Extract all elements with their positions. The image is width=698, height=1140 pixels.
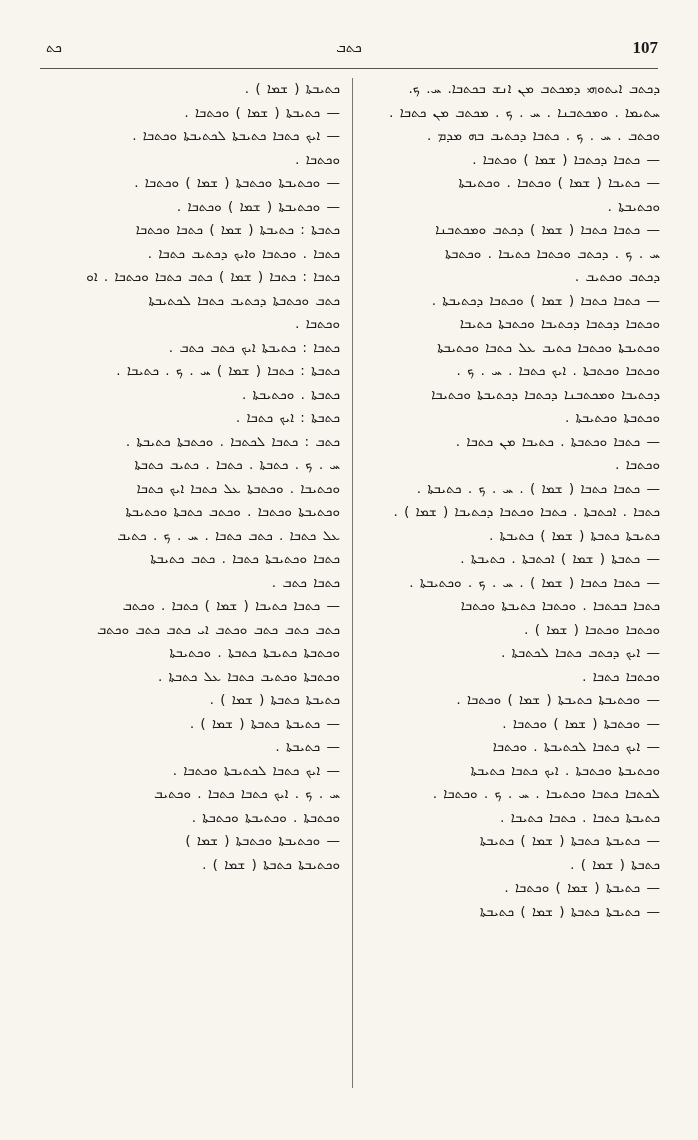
dictionary-line: ܟܬܒܬܐ : ܟܬܝܒܬܐ ( ܫܡܐ ) ܟܬܒܐ ܘܟܬܒܐ — [135, 222, 340, 238]
dictionary-line: ܕܟܬܝܒܐ ܘܡܟܬܒܢܐ ܕܟܬܒܐ ܕܟܬܝܒܬܐ ܘܟܬܝܒܐ — [431, 386, 660, 403]
dictionary-line: — ܟܬܝܒܬܐ ܟܬܒܬܐ ( ܫܡܐ ) ܟܬܝܒܬܐ — [479, 903, 660, 920]
dictionary-line: — ܟܬܒܐ ܟܬܒܐ ( ܫܡܐ ) . ܚ . ܟ . ܘܟܬܝܒܬܐ . — [409, 574, 660, 591]
dictionary-line: ܟܬܝܒܬܐ ܟܬܒܬܐ ( ܫܡܐ ) . — [209, 692, 340, 708]
dictionary-line: — ܟܬܝܒܬܐ ܟܬܒܬܐ ( ܫܡܐ ) . — [189, 715, 340, 732]
dictionary-line: — ܟܬܒܐ ܟܬܒܐ ( ܫܡܐ ) ܕܟܬܒ ܘܡܟܬܒܢܐ — [435, 222, 660, 238]
dictionary-line: ܠܟܬܒܐ ܟܬܒܐ ܘܟܬܝܒܐ . ܚ . ܟ . ܘܟܬܒܐ . — [432, 786, 660, 802]
dictionary-line: ܘܟܬܝܒܐ . ܘܟܬܒܬܐ ܥܠ ܟܬܒܐ ܐܝܟ ܟܬܒܐ — [136, 480, 340, 497]
dictionary-line: ܘܟܬܝܒܬܐ ܟܬܒܬܐ ( ܫܡܐ ) . — [202, 856, 340, 873]
dictionary-line: ܘܟܬܝܒܬܐ ܘܟܬܒܐ ܟܬܝܒ ܥܠ ܟܬܒܐ ܘܟܬܝܒܬܐ — [437, 339, 660, 356]
dictionary-line: ܟܬܒܐ . ܐܟܬܒܬܐ . ܟܬܒܐ ܘܟܬܒܐ ܕܟܬܝܒܐ ( ܫܡܐ ) . — [393, 504, 660, 520]
dictionary-line: ܟܬܒܐ ܘܟܬܝܒܬܐ ܟܬܒܐ . ܟܬܒ ܟܬܝܒܬܐ — [150, 551, 340, 567]
dictionary-line: ܘܟܬܒܐ ܟܬܒܐ . — [582, 668, 660, 685]
dictionary-line: — ܘܟܬܝܒܬܐ ܘܟܬܒܬܐ ( ܫܡܐ ) — [185, 833, 340, 849]
dictionary-line: — ܟܬܒܐ ܟܬܒܐ ( ܫܡܐ ) ܘܟܬܒܐ ܕܟܬܝܒܬܐ . — [431, 292, 660, 309]
dictionary-line: — ܐܝܟ ܟܬܒܐ ܟܬܝܒܬܐ ܠܟܬܝܒܬܐ ܘܟܬܒܐ . — [132, 128, 340, 144]
dictionary-line: ܥܠ ܟܬܒܐ . ܟܬܒ ܟܬܒܐ . ܚ . ܟ . ܟܬܝܒ — [117, 527, 340, 544]
dictionary-line: ܘܟܬܒܬܐ ܟܬܝܒܬܐ ܟܬܒܬܐ . ܘܟܬܝܒܬܐ — [169, 645, 340, 661]
dictionary-line: — ܟܬܝܒܬܐ ( ܫܡܐ ) ܘܟܬܒܐ . — [184, 104, 340, 121]
dictionary-line: — ܟܬܝܒܬܐ ܟܬܒܬܐ ( ܫܡܐ ) ܟܬܝܒܬܐ — [479, 833, 660, 849]
dictionary-line: ܘܟܬܒ . ܚ . ܟ . ܟܬܒܐ ܕܟܬܝܒ ܒܗ ܡܕܡ . — [426, 128, 660, 144]
dictionary-line: — ܟܬܒܐ ܟܬܝܒܐ ( ܫܡܐ ) ܟܬܒܐ . ܘܟܬܒ — [122, 598, 340, 614]
dictionary-line: ܘܟܬܒܐ . — [295, 151, 340, 168]
dictionary-line: ܟܬܒܐ : ܟܬܒܐ ( ܫܡܐ ) ܟܬܒ ܟܬܒܐ ܘܟܬܒܐ . ܐܘ — [86, 269, 340, 285]
dictionary-line: ܟܬܒܬܐ : ܐܝܟ ܟܬܒܐ . — [235, 410, 340, 426]
dictionary-line: ܘܟܬܒܐ . — [295, 316, 340, 332]
dictionary-line: ܟܬܒ ܘܟܬܒܬܐ ܕܟܬܝܒ ܟܬܒܐ ܠܟܬܝܒܬܐ — [148, 292, 340, 309]
dictionary-line: — ܟܬܒܐ ܘܟܬܒܬܐ . ܟܬܝܒܐ ܡܢ ܟܬܒܐ . — [455, 433, 660, 450]
dictionary-line: ܘܟܬܒܐ . — [615, 457, 660, 473]
dictionary-line: ܘܟܬܒܐ ܘܟܬܒܐ ( ܫܡܐ ) . — [524, 621, 660, 638]
left-column — [44, 78, 340, 877]
header-rule — [40, 68, 658, 69]
dictionary-line: ܚܬܝܡܐ . ܘܡܟܬܒܢܐ . ܚ . ܟ . ܡܟܬܒ ܡܢ ܟܬܒܐ . — [389, 104, 660, 121]
dictionary-line: — ܘܟܬܒܬܐ ( ܫܡܐ ) ܘܟܬܒܐ . — [502, 715, 660, 732]
dictionary-line: ܟܬܝܒܬܐ ܟܬܒܬܐ ( ܫܡܐ ) ܟܬܝܒܬܐ . — [489, 527, 660, 544]
dictionary-line: ܟܬܒܐ : ܟܬܝܒܬܐ ܐܝܟ ܟܬܒ ܟܬܒ . — [168, 339, 340, 356]
dictionary-line: — ܟܬܝܒܬܐ . — [275, 739, 340, 755]
dictionary-line: ܘܟܬܒܬܐ ܘܟܬܝܒܬܐ . — [564, 410, 660, 426]
dictionary-line: ܘܟܬܒܐ ܘܟܬܒܬܐ . ܐܝܟ ܟܬܒܐ . ܚ . ܟ . — [456, 363, 660, 379]
page-number: 107 — [632, 38, 658, 57]
dictionary-line: — ܐܝܟ ܟܬܒܐ ܠܟܬܝܒܬܐ ܘܟܬܒܐ . — [172, 762, 340, 779]
dictionary-line: ܟܬܒܐ . ܘܟܬܒܐ ܘܐܝܟ ܕܟܬܝܒ ܟܬܒܐ . — [147, 245, 340, 262]
dictionary-line: — ܘܟܬܝܒܬܐ ( ܫܡܐ ) ܘܟܬܒܐ . — [176, 198, 340, 215]
dictionary-line: ܟܬܒܬܐ : ܟܬܒܐ ( ܫܡܐ ) ܚ . ܟ . ܟܬܝܒܐ . — [116, 363, 340, 379]
dictionary-line: — ܟܬܒܬܐ ( ܫܡܐ ) ܐܟܬܒܬܐ . ܟܬܝܒܬܐ . — [460, 551, 660, 567]
running-head-left: ܟܬ — [46, 40, 62, 56]
dictionary-line: ܟܬܒ : ܟܬܒܐ ܠܟܬܒܐ . ܘܟܬܒܬܐ ܟܬܝܒܬܐ . — [125, 433, 340, 450]
dictionary-line: — ܟܬܒܐ ܟܬܒܐ ( ܫܡܐ ) . ܚ . ܟ . ܟܬܝܒܬܐ . — [416, 480, 660, 497]
dictionary-line: ܘܟܬܝܒܬܐ ܘܟܬܒܬܐ . ܐܝܟ ܟܬܒܐ ܟܬܝܒܬܐ — [470, 762, 660, 779]
dictionary-line: — ܘܟܬܝܒܬܐ ܟܬܝܒܬܐ ( ܫܡܐ ) ܘܟܬܒܐ . — [456, 692, 660, 708]
dictionary-line: ܕܟܬܒ ܘܟܬܝܒ . — [574, 269, 660, 285]
dictionary-line: ܟܬܝܒܬܐ ܟܬܒܐ . ܟܬܒܐ ܟܬܝܒܐ . — [500, 809, 660, 826]
dictionary-line: ܕܟܬܒ ܐܝܬܘܗܝ ܕܡܟܬܒ ܡܢ ܐܢܫ ܒܟܬܒܐ. ܚ. ܟ. — [408, 81, 660, 97]
running-head: ܟܬܒ — [336, 40, 362, 56]
dictionary-line: — ܟܬܝܒܬܐ ( ܫܡܐ ) ܘܟܬܒܐ . — [504, 880, 660, 896]
dictionary-line: ܚ . ܟ . ܟܬܒܬܐ . ܟܬܒܐ . ܟܬܝܒ ܟܬܒܬܐ — [134, 457, 340, 473]
right-column — [364, 78, 660, 924]
dictionary-line: ܘܟܬܒܬܐ . ܘܟܬܝܒܬܐ ܘܟܬܒܬܐ . — [191, 809, 340, 826]
dictionary-line: ܟܬܒܐ ܟܬܒ . — [271, 574, 340, 591]
dictionary-line: — ܐܝܟ ܟܬܒܐ ܠܟܬܝܒܬܐ . ܘܟܬܒܐ — [492, 739, 660, 755]
dictionary-line: ܚ . ܟ . ܕܟܬܒ ܘܟܬܒܐ ܟܬܝܒܐ . ܘܟܬܒܬܐ — [444, 245, 660, 262]
dictionary-line: — ܟܬܒܐ ܕܟܬܒܐ ( ܫܡܐ ) ܘܟܬܒܐ . — [472, 151, 660, 168]
column-divider — [352, 78, 353, 1088]
dictionary-line: ܚ . ܟ . ܐܝܟ ܟܬܒܐ ܟܬܒܐ . ܘܟܬܝܒ — [154, 786, 340, 802]
dictionary-line: ܟܬܝܒܬܐ ( ܫܡܐ ) . — [244, 81, 340, 97]
dictionary-line: — ܐܝܟ ܕܟܬܒ ܟܬܒܐ ܠܟܬܒܬܐ . — [501, 645, 660, 661]
dictionary-line: ܟܬܒܬܐ . ܘܟܬܝܒܬܐ . — [241, 386, 340, 403]
dictionary-line: ܟܬܒܬܐ ( ܫܡܐ ) . — [570, 856, 660, 873]
dictionary-line: — ܟܬܝܒܐ ( ܫܡܐ ) ܘܟܬܒܐ . ܘܟܬܝܒܬܐ — [458, 175, 660, 191]
dictionary-line: — ܘܟܬܝܒܬܐ ܘܟܬܒܬܐ ( ܫܡܐ ) ܘܟܬܒܐ . — [134, 175, 340, 191]
dictionary-line: ܟܬܒ ܟܬܒ ܟܬܒ ܘܟܬܒ ܐܝ ܟܬܒ ܟܬܒ ܘܟܬܒ — [96, 621, 340, 638]
dictionary-line: ܘܟܬܝܒܬܐ ܘܟܬܒܐ . ܘܟܬܒ ܟܬܒܬܐ ܘܟܬܝܒܬܐ — [125, 504, 340, 520]
dictionary-line: ܟܬܒܐ ܒܟܬܒܐ . ܘܟܬܒܐ ܟܬܝܒܬܐ ܘܟܬܒܐ — [460, 598, 660, 614]
dictionary-line: ܘܟܬܒܐ ܕܟܬܒܐ ܕܟܬܝܒܐ ܘܟܬܒܬܐ ܟܬܝܒܐ — [459, 316, 660, 332]
dictionary-line: ܘܟܬܒܬܐ ܘܟܬܝܒ ܟܬܒܐ ܥܠ ܟܬܒܬܐ . — [157, 668, 340, 685]
dictionary-line: ܘܟܬܝܒܬܐ . — [607, 198, 660, 215]
page-header — [40, 38, 658, 68]
